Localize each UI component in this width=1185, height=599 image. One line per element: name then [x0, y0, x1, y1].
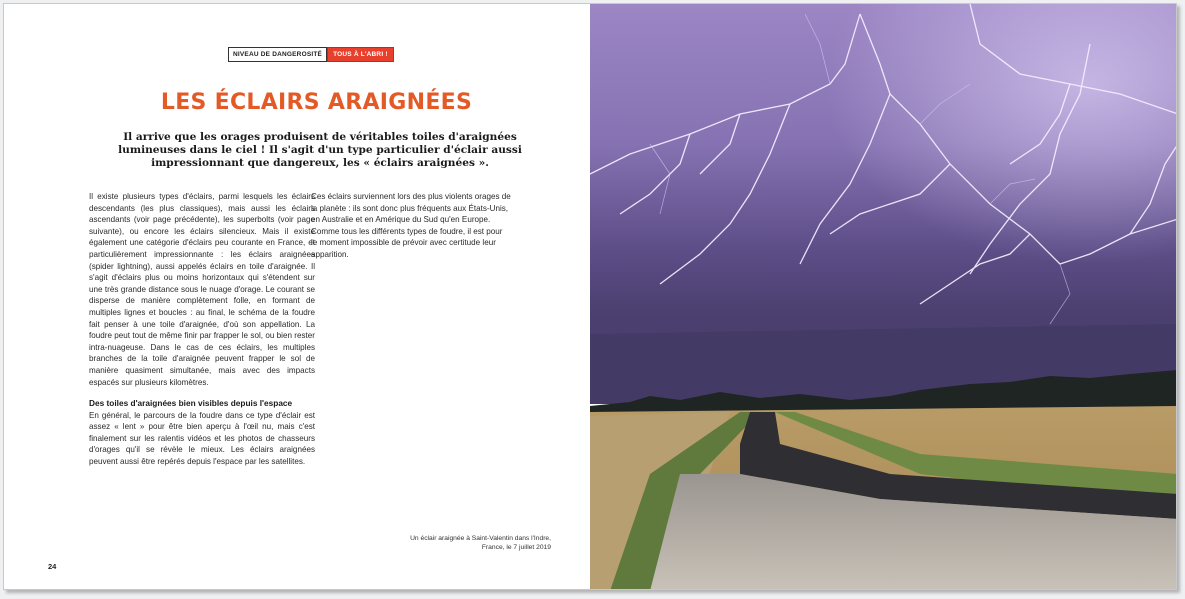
page-number: 24 — [48, 562, 57, 571]
body-paragraph: Il existe plusieurs types d'éclairs, parmi lesquels les éclairs descendants (les plus classiques), mais aussi les éclairs ascendants (voir page précédente), les superbolts (voir page suivante), ou encore les éclairs silencieux. Mais il existe également une catégorie d'éclairs peu courante en France, et particulièrement impressionnante : les éclairs araignées (spider lightning), aussi appelés éclairs en toile d'araignée. Il s'agit d'éclairs plus ou moins horizontaux qui s'étendent sur une très grande distance sous le nuage d'orage. Le courant se disperse de manière complètement folle, en formant de multiples lignes et boucles : au final, le schéma de la foudre fait penser à une toile d'araignée, d'où son appellation. La foudre peut tout de même finir par frapper le sol, ou bien rester intra-nuageuse. Dans le cas de ces éclairs, les multiples branches de la toile d'araignée peuvent frapper le sol de manière quasiment simultanée, mais avec des impacts espacés sur plusieurs kilomètres. — [89, 192, 315, 387]
danger-level-value: TOUS À L'ABRI ! — [327, 47, 394, 62]
text-column-left — [89, 191, 315, 468]
section-subheading: Des toiles d'araignées bien visibles depuis l'espace — [89, 398, 293, 409]
photo-caption: Un éclair araignée à Saint-Valentin dans l'Indre, France, le 7 juillet 2019 — [410, 535, 551, 551]
page-title: LES ÉCLAIRS ARAIGNÉES — [160, 90, 473, 115]
text-column-right — [311, 191, 511, 261]
danger-level-label: NIVEAU DE DANGEROSITÉ — [228, 47, 327, 62]
lightning-photo — [590, 4, 1177, 590]
magazine-spread — [3, 3, 1177, 590]
intro-paragraph: Il arrive que les orages produisent de véritables toiles d'araignées lumineuses dans le ciel ! Il s'agit d'un type particulier d'éclair aussi impressionnant que dangereux, les « éclairs araignées ». — [118, 131, 522, 169]
body-paragraph: En général, le parcours de la foudre dans ce type d'éclair est assez « lent » pour être bien aperçu à l'œil nu, mais c'est finalement sur les ralentis vidéos et les photos de chasseurs d'orages qu'il se révèle le mieux. Les éclairs araignées peuvent aussi être repérés depuis l'espace par les satellites. — [89, 410, 315, 467]
body-paragraph: Ces éclairs surviennent lors des plus violents orages de la planète : ils sont donc plus fréquents aux États-Unis, en Australie et en Amérique du Sud qu'en Europe. Comme tous les différents types de foudre, il est pour le moment impossible de prévoir avec certitude leur apparition. — [311, 192, 511, 259]
danger-level-badge — [228, 47, 394, 62]
